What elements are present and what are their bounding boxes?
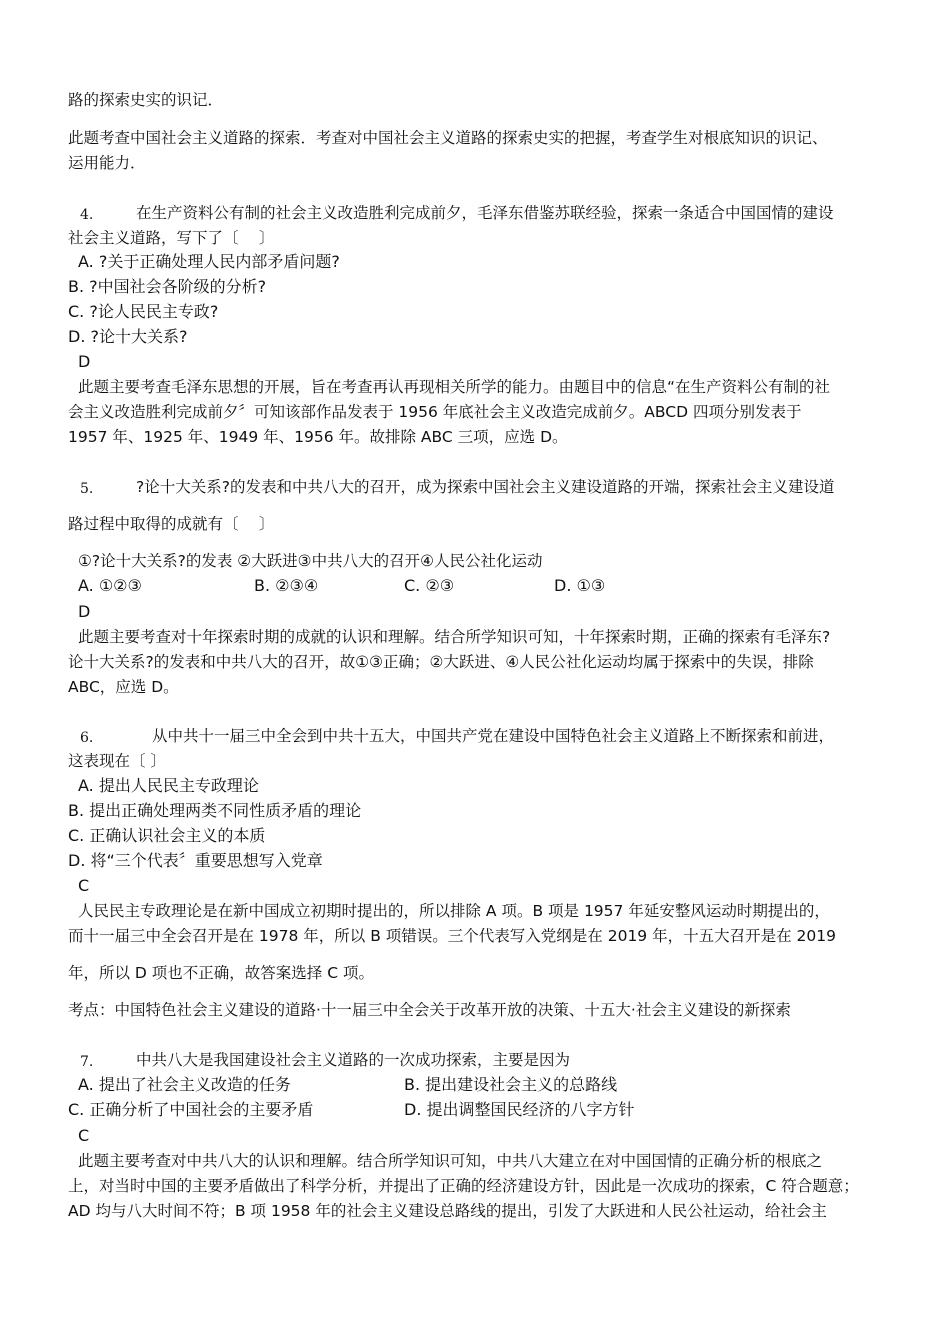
question-7-analysis: AD 均与八大时间不符；B 项 1958 年的社会主义建设总路线的提出，引发了大跃进和人民公社运动，给社会主 xyxy=(68,1202,827,1220)
question-5-number: 5. xyxy=(80,481,94,497)
question-7-option-c: C. 正确分析了中国社会的主要矛盾 xyxy=(68,1100,314,1119)
question-6-analysis: 而十一届三中全会召开是在 1978 年，所以 B 项错误。三个代表写入党纲是在 2019 年，十五大召开是在 2019 xyxy=(68,927,836,945)
question-7-option-a: A. 提出了社会主义改造的任务 xyxy=(78,1075,291,1094)
question-6-stem: 这表现在〔 〕 xyxy=(68,752,166,770)
question-5-stem: 路过程中取得的成就有〔 〕 xyxy=(68,515,275,533)
question-6-stem: 从中共十一届三中全会到中共十五大，中国共产党在建设中国特色社会主义道路上不断探索和前进， xyxy=(152,727,835,745)
question-4-analysis: 此题主要考查毛泽东思想的开展，旨在考查再认再现相关所学的能力。由题目中的信息“在生产资料公有制的社 xyxy=(78,378,831,396)
question-4-option-b: B. ?中国社会各阶级的分析? xyxy=(68,277,267,296)
question-5-items: ①?论十大关系?的发表 ②大跃进③中共八大的召开④人民公社化运动 xyxy=(78,552,543,570)
question-6-analysis: 年，所以 D 项也不正确，故答案选择 C 项。 xyxy=(68,964,374,982)
question-5-analysis: 论十大关系?的发表和中共八大的召开，故①③正确；②大跃进、④人民公社化运动均属于探索中的失误，排除 xyxy=(68,653,814,671)
question-5-analysis: ABC，应选 D。 xyxy=(68,678,179,696)
question-4-stem: 社会主义道路，写下了〔 〕 xyxy=(68,229,275,247)
question-6-analysis: 人民民主专政理论是在新中国成立初期时提出的，所以排除 A 项。B 项是 1957 年延安整风运动时期提出的， xyxy=(78,902,830,920)
question-7-analysis: 此题主要考查对中共八大的认识和理解。结合所学知识可知，中共八大建立在对中国国情的正确分析的根底之 xyxy=(78,1152,823,1170)
intro-analysis-line: 此题考查中国社会主义道路的探索．考查对中国社会主义道路的探索史实的把握，考查学生对根底知识的识记、 xyxy=(68,129,828,147)
question-6-option-a: A. 提出人民民主专政理论 xyxy=(78,776,259,795)
question-5-stem: ?论十大关系?的发表和中共八大的召开，成为探索中国社会主义建设道路的开端，探索社会主义建设道 xyxy=(136,478,835,496)
question-6-option-b: B. 提出正确处理两类不同性质矛盾的理论 xyxy=(68,801,362,820)
question-7-option-b: B. 提出建设社会主义的总路线 xyxy=(404,1075,618,1094)
question-7-analysis: 上，对当时中国的主要矛盾做出了科学分析，并提出了正确的经济建设方针，因此是一次成功的探索，C 符合题意； xyxy=(68,1177,859,1195)
question-6-option-d: D. 将“三个代表〞重要思想写入党章 xyxy=(68,851,323,870)
question-4-stem: 在生产资料公有制的社会主义改造胜利完成前夕，毛泽东借鉴苏联经验，探索一条适合中国国情的建设 xyxy=(136,204,834,222)
question-6-answer: C xyxy=(78,876,90,895)
intro-line: 路的探索史实的识记． xyxy=(68,91,224,109)
question-4-analysis: 1957 年、1925 年、1949 年、1956 年。故排除 ABC 三项，应选 D。 xyxy=(68,428,568,446)
question-4-analysis: 会主义改造胜利完成前夕〞可知该部作品发表于 1956 年底社会主义改造完成前夕。ABCD 四项分别发表于 xyxy=(68,403,802,421)
question-7-number: 7. xyxy=(80,1054,94,1070)
question-5-option-a: A. ①②③ xyxy=(78,576,142,595)
question-6-kaodian: 考点：中国特色社会主义建设的道路·十一届三中全会关于改革开放的决策、十五大·社会主义建设的新探索 xyxy=(68,1001,791,1019)
question-7-option-d: D. 提出调整国民经济的八字方针 xyxy=(404,1100,635,1119)
question-5-analysis: 此题主要考查对十年探索时期的成就的认识和理解。结合所学知识可知，十年探索时期，正确的探索有毛泽东? xyxy=(78,628,831,646)
question-4-option-a: A. ?关于正确处理人民内部矛盾问题? xyxy=(78,252,340,271)
question-6-number: 6. xyxy=(80,730,94,746)
question-5-option-c: C. ②③ xyxy=(404,576,455,595)
question-5-option-d: D. ①③ xyxy=(554,576,606,595)
intro-analysis-line: 运用能力． xyxy=(68,154,146,172)
question-5-answer: D xyxy=(78,602,91,621)
question-7-stem: 中共八大是我国建设社会主义道路的一次成功探索，主要是因为 xyxy=(136,1051,571,1069)
question-4-option-c: C. ?论人民民主专政? xyxy=(68,302,219,321)
question-4-number: 4. xyxy=(80,207,94,223)
question-5-option-b: B. ②③④ xyxy=(254,576,319,595)
question-7-answer: C xyxy=(78,1126,90,1145)
question-4-answer: D xyxy=(78,352,91,371)
question-6-option-c: C. 正确认识社会主义的本质 xyxy=(68,826,266,845)
question-4-option-d: D. ?论十大关系? xyxy=(68,327,188,346)
